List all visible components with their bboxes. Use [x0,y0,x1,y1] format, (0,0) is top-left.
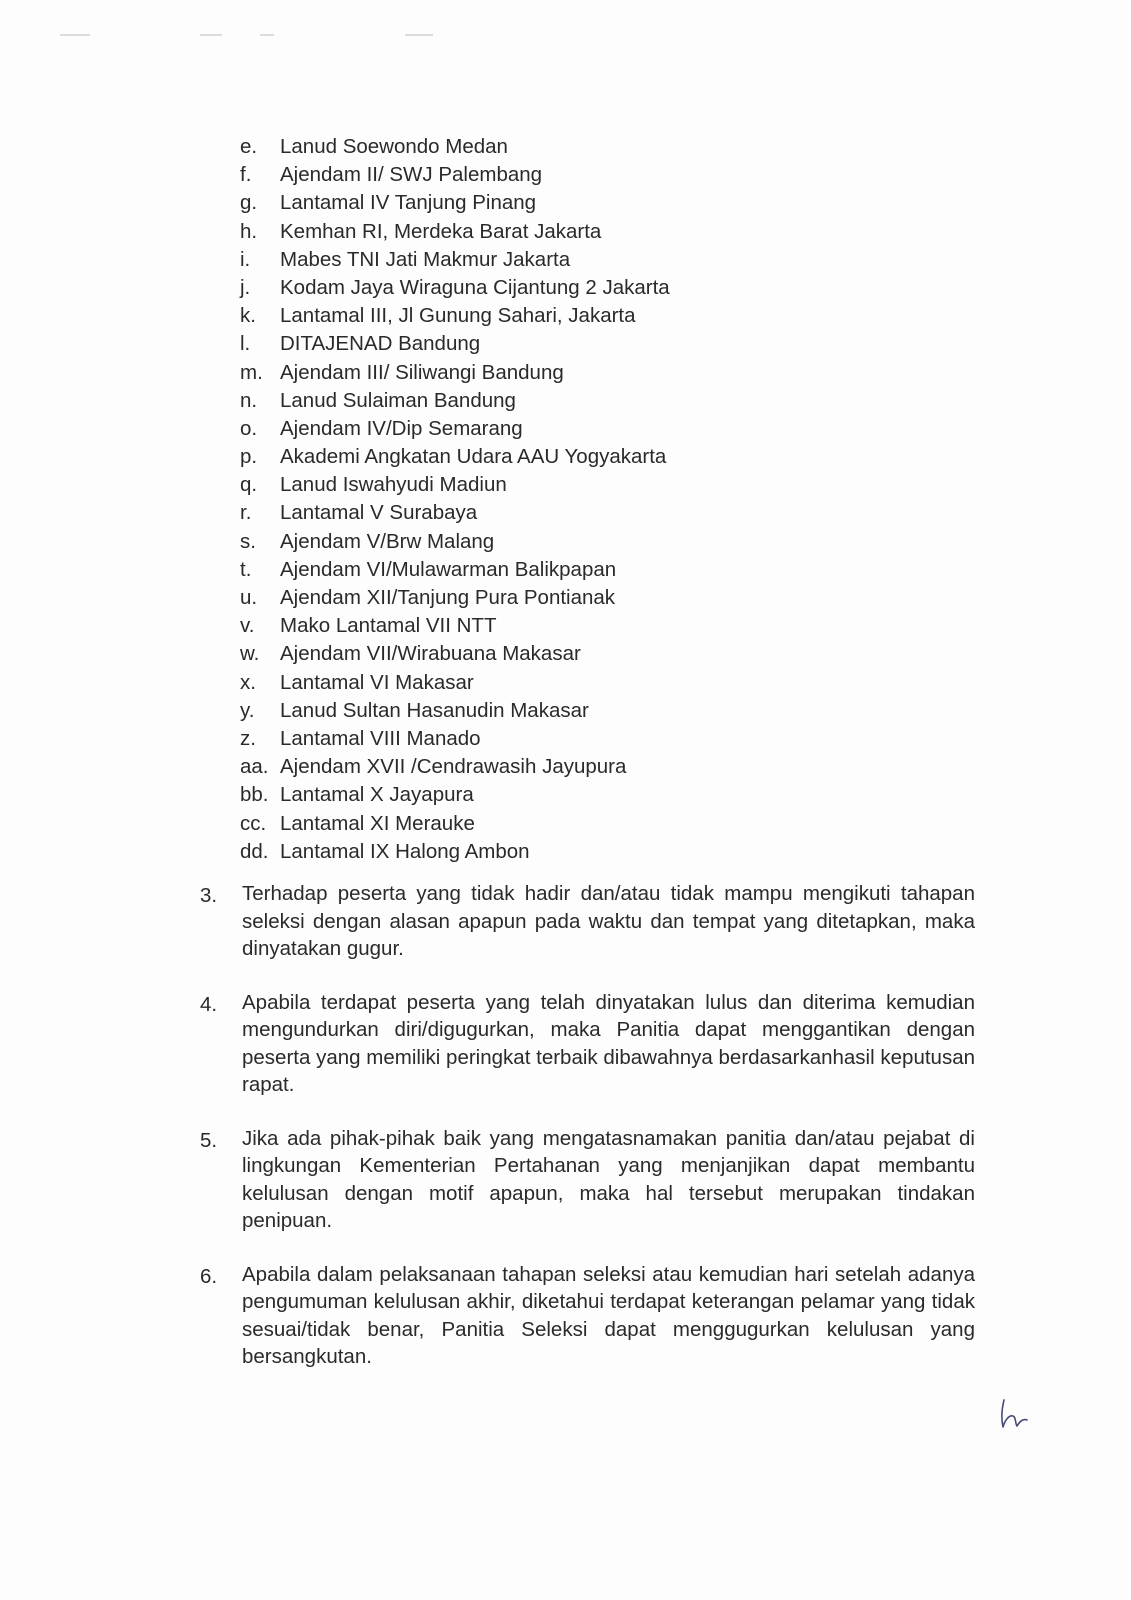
list-item-text: Ajendam VII/Wirabuana Makasar [280,642,581,666]
list-item-marker: bb. [240,783,269,807]
list-item-text: Lanud Sulaiman Bandung [280,388,516,412]
list-item-marker: j. [240,275,251,299]
list-item-marker: h. [240,219,258,243]
paragraph-number: 6. [200,1264,218,1288]
list-item-marker: l. [240,332,251,356]
list-item-marker: n. [240,388,258,412]
list-item-marker: e. [240,135,258,158]
list-item-marker: dd. [240,839,269,863]
paragraph-number: 4. [200,992,218,1016]
list-item-marker: m. [240,360,263,384]
list-item-marker: i. [240,247,251,271]
list-item-text: Lanud Soewondo Medan [280,135,508,158]
paragraph-number: 5. [200,1128,218,1152]
list-item-marker: v. [240,614,255,638]
list-item-marker: p. [240,445,258,469]
paragraph-number: 3. [200,884,218,907]
list-item-marker: r. [240,501,252,525]
list-item-text: Akademi Angkatan Udara AAU Yogyakarta [280,445,667,469]
numbered-paragraphs [200,880,975,1397]
numbered-paragraph [200,880,975,963]
list-item-marker: aa. [240,755,269,779]
list-item-marker: u. [240,586,258,609]
list-item-text: Mabes TNI Jati Makmur Jakarta [280,247,571,271]
numbered-paragraph [200,1125,975,1235]
list-item-text: DITAJENAD Bandung [280,332,481,356]
list-item-text: Lanud Sultan Hasanudin Makasar [280,698,589,722]
list-item-text: Ajendam II/ SWJ Palembang [280,163,543,187]
list-item-marker: w. [240,642,260,666]
list-item-text: Lantamal X Jayapura [280,783,474,807]
list-item-text: Lanud Iswahyudi Madiun [280,473,507,497]
paragraph-text: Terhadap peserta yang tidak hadir dan/atau tidak mampu mengikuti tahapan seleksi dengan alasan apapun pada waktu dan tempat yang ditetapkan, maka dinyatakan gugur. [242,882,975,960]
list-item-marker: k. [240,304,256,328]
list-item-marker: z. [240,726,256,750]
list-item-marker: o. [240,416,258,440]
list-item-marker: y. [240,698,255,722]
list-item-text: Lantamal XI Merauke [280,811,475,835]
list-item-text: Lantamal V Surabaya [280,501,478,525]
paragraph-text: Apabila terdapat peserta yang telah dinyatakan lulus dan diterima kemudian mengundurkan diri/digugurkan, maka Panitia dapat menggantikan dengan peserta yang memiliki peringkat terbaik dibawahnya berdasarkanhasil keputusan rapat. [242,990,975,1096]
list-item-text: Ajendam III/ Siliwangi Bandung [280,360,564,384]
list-item-text: Ajendam V/Brw Malang [280,529,495,553]
paragraph-text: Jika ada pihak-pihak baik yang mengatasnamakan panitia dan/atau pejabat di lingkungan Kementerian Pertahanan yang menjanjikan dapat membantu kelulusan dengan motif apapun, maka hal tersebut merupakan tindakan penipuan. [242,1126,975,1232]
list-item-text: Kodam Jaya Wiraguna Cijantung 2 Jakarta [280,275,670,299]
list-item-marker: q. [240,473,258,497]
list-item-text: Kemhan RI, Merdeka Barat Jakarta [280,219,602,243]
paragraph-text: Apabila dalam pelaksanaan tahapan seleksi atau kemudian hari setelah adanya pengumuman kelulusan akhir, diketahui terdapat keterangan pelamar yang tidak sesuai/tidak benar, Panitia Seleksi dapat menggugurkan kelulusan yang bersangkutan. [242,1262,975,1368]
list-item-text: Lantamal VI Makasar [280,670,474,694]
handwritten-initial [998,1396,1030,1430]
list-item-text: Lantamal III, Jl Gunung Sahari, Jakarta [280,304,636,328]
list-item-marker: s. [240,529,256,553]
numbered-paragraph [200,989,975,1099]
list-item-marker: t. [240,557,252,581]
list-item-marker: x. [240,670,256,694]
scan-artifacts [60,30,460,40]
list-item-text: Ajendam VI/Mulawarman Balikpapan [280,557,617,581]
list-item-marker: cc. [240,811,267,835]
list-item-text: Ajendam XII/Tanjung Pura Pontianak [280,586,616,609]
list-item-text: Lantamal VIII Manado [280,726,481,750]
list-item-text: Lantamal IX Halong Ambon [280,839,530,863]
list-item-marker: f. [240,163,252,187]
numbered-paragraph [200,1261,975,1371]
list-item-marker: g. [240,191,258,215]
list-item-text: Mako Lantamal VII NTT [280,614,497,638]
list-item-text: Ajendam IV/Dip Semarang [280,416,523,440]
list-item-text: Ajendam XVII /Cendrawasih Jayupura [280,755,627,779]
list-item-text: Lantamal IV Tanjung Pinang [280,191,537,215]
